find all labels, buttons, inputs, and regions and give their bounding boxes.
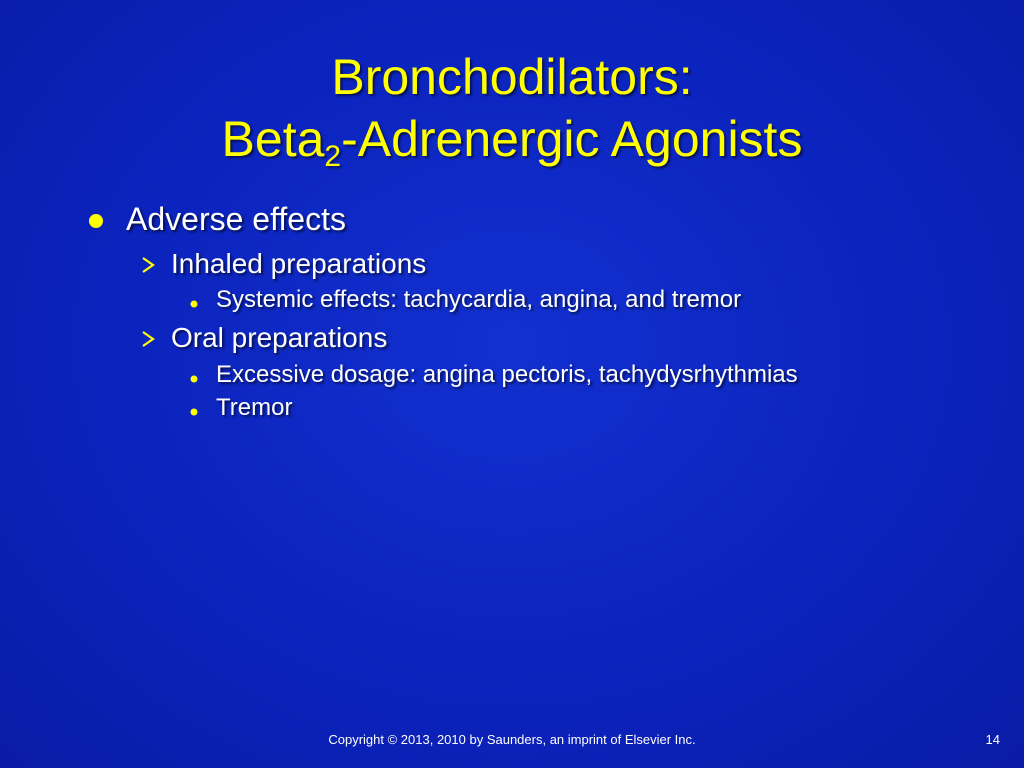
title-line-2-suffix: -Adrenergic Agonists: [341, 111, 803, 167]
dot-bullet-icon: [190, 403, 198, 421]
bullet-oral-excessive-dosage: Excessive dosage: angina pectoris, tachydysrhythmias: [216, 361, 798, 388]
title-line-2-prefix: Beta: [221, 111, 325, 167]
dot-bullet-icon: [190, 370, 198, 388]
bullet-oral-preparations: Oral preparations: [171, 322, 388, 353]
chevron-bullet-icon: [140, 256, 156, 279]
title-subscript: 2: [324, 140, 342, 173]
bullet-oral-tremor: Tremor: [216, 394, 293, 421]
title-line-1: Bronchodilators:: [331, 49, 693, 105]
bullet-inhaled-systemic: Systemic effects: tachycardia, angina, and tremor: [216, 286, 742, 313]
bullet-adverse-effects: Adverse effects: [126, 201, 346, 237]
circle-bullet-icon: [88, 213, 104, 234]
bullet-inhaled-preparations: Inhaled preparations: [171, 248, 427, 279]
chevron-bullet-icon: [140, 330, 156, 353]
page-number: 14: [985, 732, 1000, 747]
dot-bullet-icon: [190, 295, 198, 313]
copyright-footer: Copyright © 2013, 2010 by Saunders, an imprint of Elsevier Inc.: [328, 732, 696, 747]
